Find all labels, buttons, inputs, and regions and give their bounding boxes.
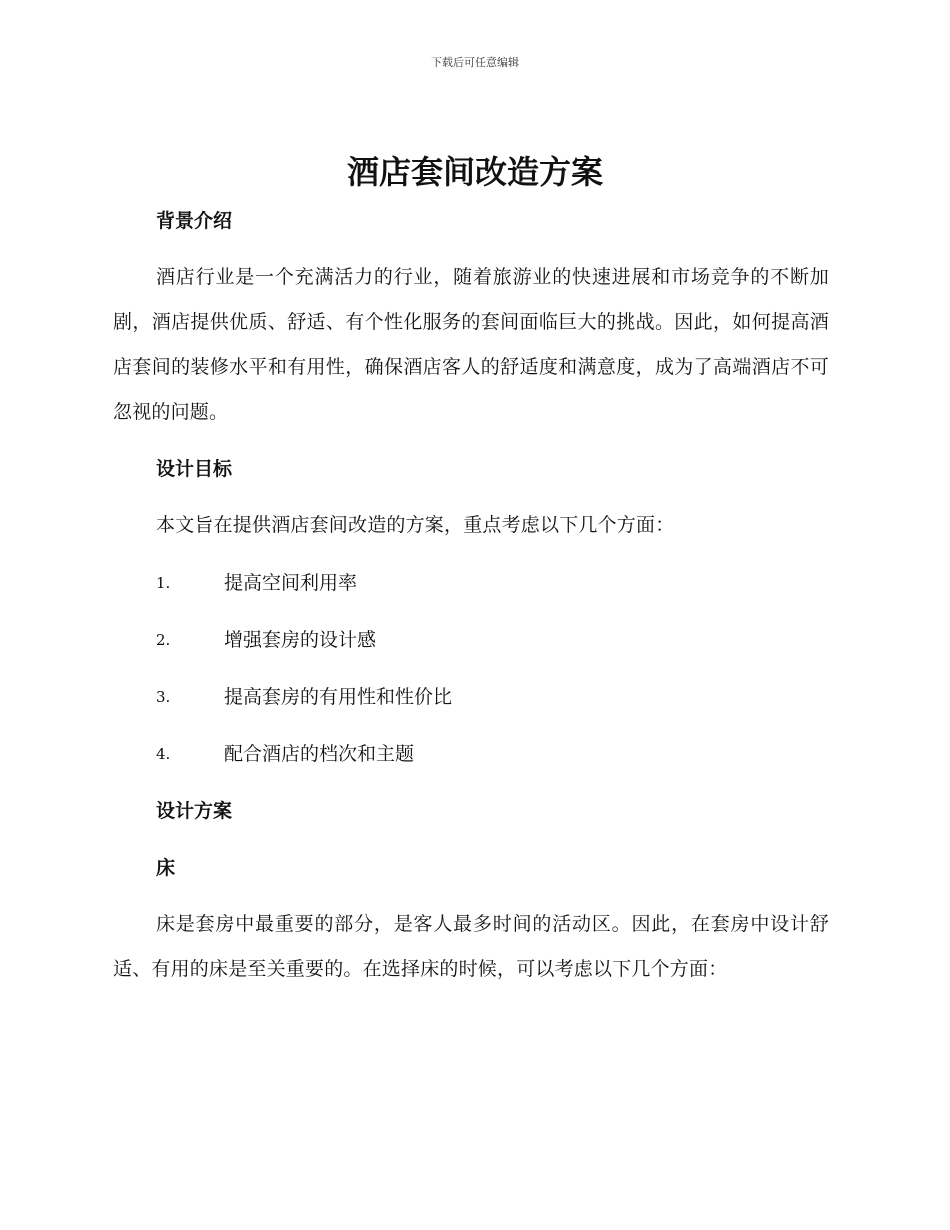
document-title: 酒店套间改造方案 — [346, 153, 603, 191]
bed-subheading: 床 — [156, 857, 176, 879]
list-item-text: 提高套房的有用性和性价比 — [224, 686, 453, 708]
list-item-number: 2. — [156, 631, 171, 649]
goals-intro: 本文旨在提供酒店套间改造的方案，重点考虑以下几个方面： — [156, 514, 675, 536]
list-item — [113, 674, 829, 720]
list-item — [113, 617, 829, 663]
page-header-note: 下载后可任意编辑 — [431, 56, 519, 69]
list-item-number: 3. — [156, 688, 171, 706]
list-item-text: 配合酒店的档次和主题 — [224, 743, 415, 765]
bed-paragraph: 床是套房中最重要的部分，是客人最多时间的活动区。因此，在套房中设计舒适、有用的床是至关重要的。在选择床的时候，可以考虑以下几个方面： — [113, 913, 829, 980]
background-heading: 背景介绍 — [156, 210, 233, 232]
background-paragraph: 酒店行业是一个充满活力的行业，随着旅游业的快速进展和市场竞争的不断加剧，酒店提供优质、舒适、有个性化服务的套间面临巨大的挑战。因此，如何提高酒店套间的装修水平和有用性，确保酒店客人的舒适度和满意度，成为了高端酒店不可忽视的问题。 — [113, 266, 829, 423]
goals-list — [113, 560, 829, 777]
list-item-number: 1. — [156, 574, 171, 592]
list-item-text: 提高空间利用率 — [224, 572, 358, 594]
goals-heading: 设计目标 — [156, 458, 233, 480]
list-item-number: 4. — [156, 745, 171, 763]
list-item — [113, 560, 829, 606]
document-body — [113, 198, 829, 1003]
list-item — [113, 731, 829, 777]
list-item-text: 增强套房的设计感 — [224, 629, 377, 651]
plan-heading: 设计方案 — [156, 800, 233, 822]
